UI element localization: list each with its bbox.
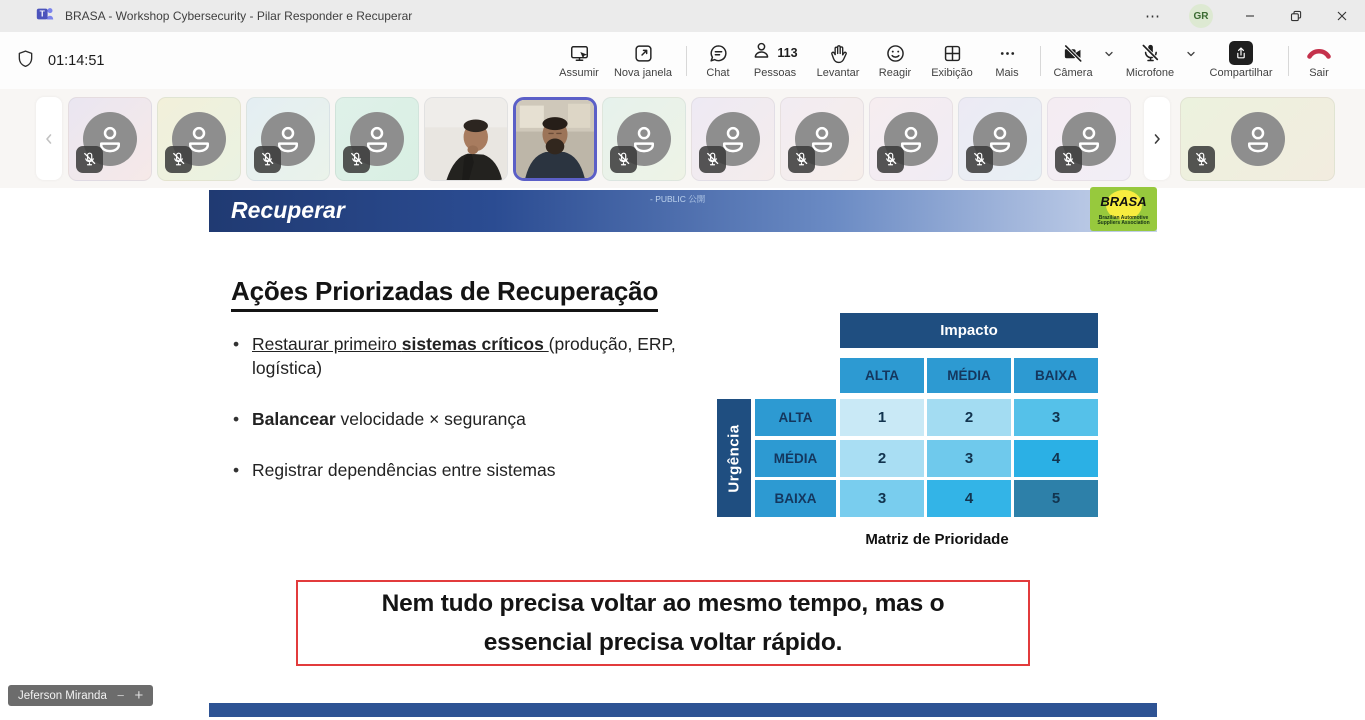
matrix-row-header: BAIXA [755,480,836,517]
camera-dropdown-chevron[interactable] [1098,32,1120,89]
zoom-in-button[interactable]: + [134,687,144,704]
camera-label: Câmera [1053,67,1093,79]
matrix-col-axis-impacto: Impacto [840,313,1098,348]
muted-mic-badge [610,146,637,173]
slide-footer-bar [209,703,1157,717]
mic-dropdown-chevron[interactable] [1180,32,1202,89]
shared-screen-area [0,188,1365,720]
filmstrip-scroll-left-button[interactable] [36,97,62,180]
muted-mic-badge [1055,146,1082,173]
sair-label: Sair [1309,67,1329,79]
chat-button[interactable] [694,32,742,89]
microfone-label: Microfone [1125,67,1175,79]
logo-subtitle: Brazilian Automotive Suppliers Association [1097,215,1150,226]
participant-video [425,98,507,180]
muted-mic-badge [1188,146,1215,173]
assumir-button[interactable] [550,32,608,89]
zoom-out-button[interactable]: − [116,688,125,703]
window-titlebar [0,0,1365,32]
muted-mic-badge [254,146,281,173]
pessoas-button[interactable] [742,32,808,89]
matrix-caption: Matriz de Prioridade [865,531,1009,548]
more-dots-icon [997,42,1018,64]
matrix-value-cell: 3 [840,480,924,517]
muted-mic-badge [788,146,815,173]
toolbar-divider [1280,32,1296,89]
participant-avatar-tile[interactable] [780,97,864,181]
classification-label: - PUBLIC 公開 [650,194,706,204]
participant-avatar-tile[interactable] [157,97,241,181]
matrix-value-cell: 2 [927,399,1011,436]
compartilhar-button[interactable] [1202,32,1280,89]
matrix-value-cell: 1 [840,399,924,436]
brasa-logo [1090,187,1157,231]
share-screen-icon [1229,41,1253,65]
assumir-label: Assumir [559,67,599,79]
participant-count: 113 [777,46,798,60]
participants-filmstrip [0,89,1365,188]
matrix-col-header: MÉDIA [927,358,1011,393]
key-message-line: essencial precisa voltar rápido. [483,629,843,656]
people-icon [752,40,773,66]
presenter-name: Jeferson Miranda [18,689,107,702]
matrix-row-header: MÉDIA [755,440,836,477]
minimize-button[interactable] [1227,0,1273,32]
participant-avatar-tile[interactable] [68,97,152,181]
muted-mic-badge [877,146,904,173]
slide-section-title: Recuperar [231,197,345,223]
key-message-box [296,580,1030,666]
view-grid-icon [942,42,963,64]
participant-avatar-tile[interactable] [335,97,419,181]
slide-title: Ações Priorizadas de Recuperação [231,276,658,312]
mais-label: Mais [995,67,1019,79]
matrix-col-header: ALTA [840,358,924,393]
participant-avatar-tile[interactable] [1047,97,1131,181]
compartilhar-label: Compartilhar [1209,67,1273,79]
matrix-value-cell: 3 [1014,399,1098,436]
matrix-col-header: BAIXA [1014,358,1098,393]
participant-video-tile[interactable] [513,97,597,181]
chat-label: Chat [706,67,730,79]
muted-mic-badge [165,146,192,173]
restore-button[interactable] [1273,0,1319,32]
mais-button[interactable] [982,32,1032,89]
avatar-placeholder-icon [1231,112,1285,166]
raise-hand-icon [828,42,849,64]
reagir-label: Reagir [878,67,912,79]
filmstrip-scroll-right-button[interactable] [1144,97,1170,180]
hang-up-icon [1306,42,1332,64]
chat-icon [708,42,729,64]
priority-matrix [717,313,1100,553]
muted-mic-badge [699,146,726,173]
react-smiley-icon [885,42,906,64]
take-control-icon [569,42,590,64]
participant-avatar-tile[interactable] [869,97,953,181]
participant-avatar-tile[interactable] [246,97,330,181]
matrix-value-cell: 4 [1014,440,1098,477]
pessoas-label: Pessoas [753,67,797,79]
teams-app-icon [36,5,54,28]
reagir-button[interactable] [868,32,922,89]
participant-avatar-tile[interactable] [602,97,686,181]
user-avatar[interactable]: GR [1189,4,1213,28]
matrix-value-cell: 2 [840,440,924,477]
participant-video [516,100,594,178]
presenter-nametag [8,685,153,706]
svg-text:T: T [39,8,45,19]
presentation-slide [209,188,1157,720]
participant-avatar-tile[interactable] [691,97,775,181]
toolbar-divider [678,32,694,89]
participant-video-tile[interactable] [424,97,508,181]
matrix-value-cell: 3 [927,440,1011,477]
matrix-row-axis-urgencia: Urgência [717,399,751,517]
matrix-value-cell: 5 [1014,480,1098,517]
muted-mic-badge [76,146,103,173]
shield-icon [16,49,35,73]
meeting-toolbar [0,32,1365,89]
key-message-line: Nem tudo precisa voltar ao mesmo tempo, mas o [381,590,945,617]
slide-bullet: • Balancear velocidade × segurança [233,407,703,431]
mic-off-icon [1139,42,1161,64]
window-title: BRASA - Workshop Cybersecurity - Pilar Responder e Recuperar [65,9,413,23]
muted-mic-badge [966,146,993,173]
nova-janela-button[interactable] [608,32,678,89]
toolbar-divider [1032,32,1048,89]
pop-out-icon [633,42,654,64]
participant-avatar-tile[interactable] [1180,97,1335,181]
levantar-button[interactable] [808,32,868,89]
microfone-button[interactable] [1120,32,1180,89]
slide-bullet: • Restaurar primeiro sistemas críticos (produção, ERP, logística) [233,332,703,380]
slide-bullet-list [233,332,703,509]
meeting-timer: 01:14:51 [48,52,105,69]
levantar-label: Levantar [816,67,860,79]
slide-bullet: • Registrar dependências entre sistemas [233,458,703,482]
exibicao-button[interactable] [922,32,982,89]
titlebar-more-button[interactable]: ⋯ [1145,8,1161,25]
slide-header-bar [209,190,1157,232]
matrix-value-cell: 4 [927,480,1011,517]
muted-mic-badge [343,146,370,173]
exibicao-label: Exibição [931,67,973,79]
participant-avatar-tile[interactable] [958,97,1042,181]
matrix-row-header: ALTA [755,399,836,436]
nova-janela-label: Nova janela [613,67,673,79]
close-button[interactable] [1319,0,1365,32]
sair-button[interactable] [1296,32,1342,89]
logo-text: BRASA [1100,194,1147,209]
camera-off-icon [1062,42,1084,64]
camera-button[interactable] [1048,32,1098,89]
